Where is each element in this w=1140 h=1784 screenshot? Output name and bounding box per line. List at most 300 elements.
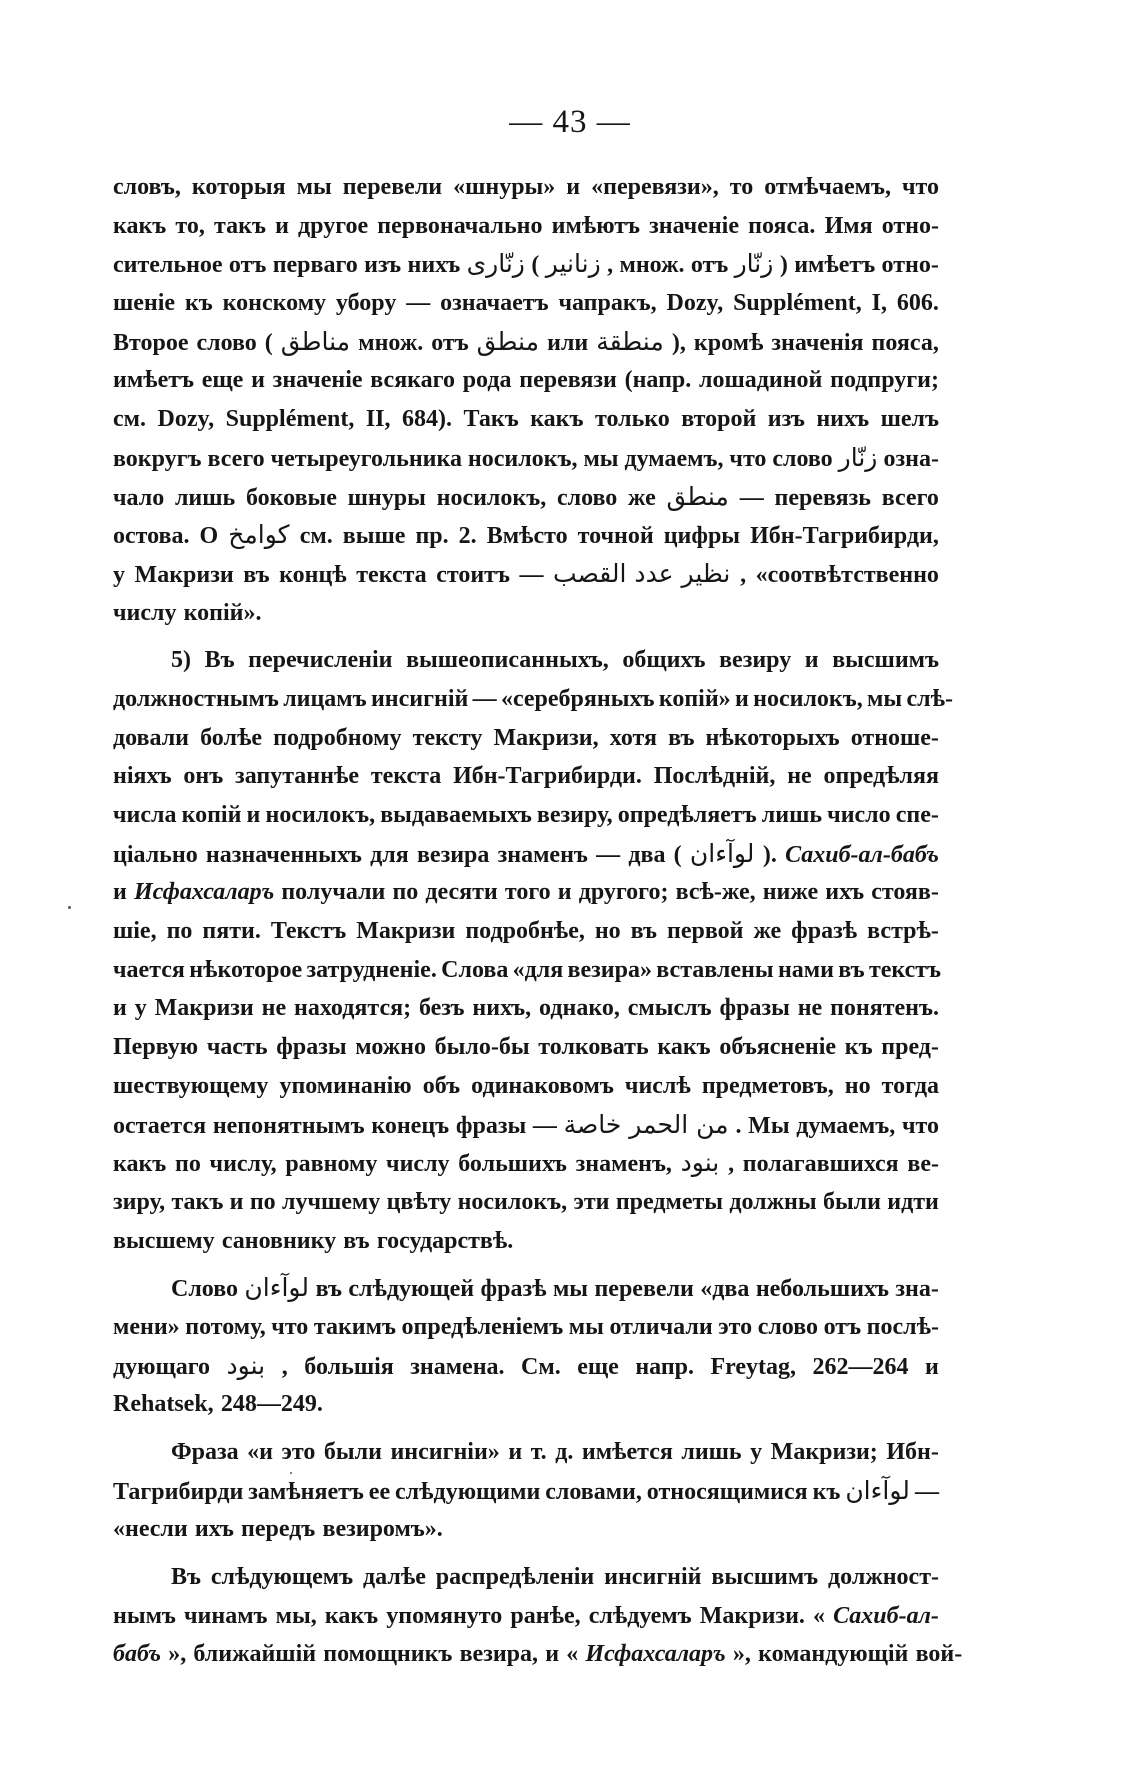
italic-term: бабъ	[113, 1641, 161, 1668]
word: —	[914, 1478, 939, 1505]
word: затрудненіе.	[306, 956, 437, 983]
text-line	[113, 168, 939, 207]
word: фразѣ	[480, 1276, 547, 1303]
word: —	[739, 484, 764, 511]
word: объясненіе	[719, 1034, 837, 1061]
word: же	[753, 918, 782, 945]
word: первой	[667, 918, 744, 945]
word: текстъ	[868, 956, 942, 983]
print-speck	[68, 906, 71, 909]
word: что	[271, 1313, 309, 1340]
word: какъ	[113, 212, 167, 239]
arabic-term: لوآءان	[244, 1273, 309, 1303]
text-line	[113, 323, 939, 362]
text-line	[113, 1635, 963, 1674]
word: одинаковомъ	[471, 1072, 614, 1099]
word: копій».	[183, 599, 262, 626]
word: второй	[681, 406, 757, 433]
text-line	[113, 1433, 939, 1472]
word: фразѣ	[791, 918, 858, 945]
text-body	[113, 168, 963, 1674]
word: ранѣе,	[510, 1602, 581, 1629]
word: —	[596, 841, 621, 868]
word: См.	[521, 1353, 561, 1380]
word: относящимися	[646, 1478, 808, 1505]
text-line	[113, 641, 939, 680]
word: отноше-	[850, 724, 939, 751]
word: конскому	[222, 290, 327, 317]
word: (	[264, 329, 273, 356]
word: «соотвѣтственно	[755, 561, 939, 588]
italic-term: Сахиб-ал-	[833, 1602, 939, 1629]
word: и	[246, 802, 261, 828]
word: лишь	[761, 802, 823, 828]
word: дующаго	[113, 1353, 211, 1380]
word: «несли	[113, 1516, 188, 1543]
word: имѣется	[581, 1439, 673, 1465]
word: Ибн-	[886, 1439, 939, 1465]
word: значеніе	[649, 212, 739, 239]
word: мени»	[113, 1313, 180, 1340]
word: идти	[887, 1188, 939, 1215]
word: имѣетъ	[794, 252, 876, 279]
word: въ	[630, 918, 658, 945]
word: равному	[285, 1151, 378, 1178]
word: и	[804, 647, 819, 674]
word: нымъ	[113, 1602, 176, 1629]
word: назначенныхъ	[205, 841, 362, 868]
word: пяти.	[202, 918, 261, 945]
word: думаемъ,	[624, 445, 724, 472]
word: озна-	[883, 445, 939, 472]
word: отъ	[228, 252, 267, 279]
word: стояв-	[871, 879, 939, 906]
text-line	[113, 207, 939, 246]
word: запутаннѣе	[235, 763, 359, 790]
word: получали	[281, 879, 386, 906]
word: Въ	[204, 647, 235, 674]
word: (	[673, 841, 682, 868]
word: значеніе	[272, 367, 363, 394]
word: всего	[207, 445, 265, 472]
word: опредѣляя	[823, 763, 939, 790]
word: сановнику	[221, 1227, 337, 1254]
word: по	[166, 918, 193, 945]
word: Макризи,	[493, 724, 599, 751]
word: было-бы	[434, 1034, 530, 1061]
word: мы,	[275, 1602, 317, 1629]
word: въ	[315, 1276, 342, 1303]
text-line	[113, 594, 939, 633]
word: II,	[365, 406, 391, 433]
word: ).	[762, 841, 777, 868]
word: онъ	[183, 763, 224, 790]
word: пр.	[415, 523, 449, 550]
word: Dozy,	[157, 406, 215, 433]
word: цифры	[663, 523, 741, 550]
arabic-term: لوآءان	[689, 838, 755, 868]
word: означаетъ	[440, 290, 549, 317]
word: какъ	[324, 1602, 379, 1629]
text-line	[113, 1472, 939, 1511]
arabic-term: زنانير	[545, 249, 601, 279]
word: Dozy,	[666, 290, 724, 317]
word: 262—264	[812, 1353, 909, 1380]
word: перевязи	[519, 367, 617, 394]
word: пояса,	[871, 329, 939, 356]
word: къ	[844, 1034, 873, 1061]
word: что	[729, 445, 767, 472]
text-line	[113, 1510, 939, 1549]
text-line	[113, 284, 939, 323]
word: носилокъ,	[265, 802, 376, 828]
word: и	[545, 1641, 560, 1668]
word: Rehatsek,	[113, 1391, 214, 1418]
word: вышеописанныхъ,	[406, 647, 609, 674]
word: ближайшій	[193, 1641, 317, 1668]
word: только	[594, 406, 670, 433]
word: которыя	[191, 174, 286, 200]
word: отъ	[431, 329, 469, 356]
word: слѣдующими	[395, 1478, 541, 1505]
word: большія	[304, 1353, 394, 1380]
italic-term: Исфахсаларъ	[133, 879, 275, 906]
word: Слово	[171, 1276, 238, 1303]
word: 2.	[458, 523, 477, 550]
word: чало	[113, 484, 165, 511]
word: ,	[728, 1151, 735, 1178]
word: опредѣленіемъ	[401, 1313, 564, 1340]
text-line	[113, 1222, 939, 1261]
word: инсигніи»	[390, 1439, 500, 1465]
word: ,	[740, 561, 747, 588]
word: всего	[881, 484, 939, 511]
word: по	[175, 1151, 201, 1178]
word: (	[531, 252, 540, 279]
word: текста	[370, 763, 442, 790]
word: еще	[577, 1353, 619, 1380]
word: объ	[422, 1072, 461, 1099]
arabic-term: من الحمر خاصة	[563, 1109, 729, 1139]
word: концѣ	[279, 561, 347, 588]
arabic-term: زنّارى	[466, 249, 525, 279]
word: такъ	[214, 212, 266, 239]
word: остова.	[113, 523, 190, 550]
word: то,	[175, 212, 205, 239]
word: нихъ	[407, 252, 461, 279]
arabic-term: نظير عدد القصب	[553, 558, 731, 588]
text-line	[113, 400, 939, 439]
word: помощникъ	[323, 1641, 453, 1668]
word: первоначально	[377, 212, 543, 239]
word: непонятнымъ	[212, 1112, 365, 1139]
word: небольшихъ	[755, 1276, 889, 1303]
word: находятся;	[294, 995, 412, 1022]
word: I,	[871, 290, 887, 317]
word: большихъ	[458, 1151, 567, 1178]
word: нѣкоторыхъ	[705, 724, 840, 751]
word: число	[827, 802, 891, 828]
word: что	[901, 1112, 939, 1139]
word: выдаваемыхъ	[380, 802, 532, 828]
word: и	[508, 1439, 523, 1465]
word: фразы	[455, 1112, 527, 1139]
word: Макризи.	[699, 1602, 805, 1629]
word: 5)	[171, 647, 191, 674]
word: не	[261, 995, 287, 1022]
word: далѣе	[363, 1564, 426, 1591]
text-line	[113, 1558, 939, 1597]
word: Макризи;	[770, 1439, 878, 1465]
word: «	[566, 1641, 579, 1668]
text-line	[113, 912, 939, 951]
word: отмѣчаемъ,	[764, 174, 891, 200]
word: ихъ	[194, 1516, 234, 1543]
word: всякаго	[370, 367, 455, 394]
word: спе-	[895, 802, 939, 828]
word: нихъ	[816, 406, 870, 433]
word: везиру,	[536, 802, 613, 828]
word: (напр.	[624, 367, 692, 394]
word: однако,	[539, 995, 620, 1022]
word: шелъ	[880, 406, 939, 433]
word: )	[779, 252, 788, 279]
arabic-term: مناطق	[280, 326, 351, 356]
word: рода	[462, 367, 512, 394]
word: напр.	[635, 1353, 694, 1380]
word: должност-	[828, 1564, 939, 1591]
word: копій	[181, 802, 242, 828]
word: шнуры	[347, 484, 426, 511]
text-line	[113, 1385, 939, 1424]
word: нихъ,	[472, 995, 532, 1022]
word: ниже	[762, 879, 819, 906]
arabic-term: بنود	[226, 1350, 266, 1380]
text-line	[113, 796, 939, 835]
word: мы	[552, 1276, 589, 1303]
word: такимъ	[313, 1313, 396, 1340]
word: ціально	[113, 841, 198, 868]
word: множ.	[619, 252, 685, 279]
word: 606.	[896, 290, 939, 317]
word: чапракъ,	[558, 290, 657, 317]
word: .	[735, 1112, 742, 1139]
word: распредѣленіи	[435, 1564, 595, 1591]
word: Такъ	[463, 406, 519, 433]
arabic-term: زنّار	[838, 442, 878, 472]
print-speck	[290, 1472, 292, 1474]
paragraph	[113, 1269, 939, 1424]
word: выше	[342, 523, 406, 550]
word: то	[729, 174, 754, 200]
word: и	[557, 879, 572, 906]
word: предметовъ,	[701, 1072, 834, 1099]
word: Слова	[441, 956, 509, 983]
word: общихъ	[622, 647, 706, 674]
word: это	[718, 1313, 753, 1340]
word: Текстъ	[270, 918, 347, 945]
text-line	[113, 873, 939, 912]
paragraph-gap	[113, 1260, 939, 1269]
word: зиру,	[113, 1188, 166, 1215]
word: и	[566, 174, 581, 200]
word: болѣе	[200, 724, 263, 751]
word: упомянуто	[386, 1602, 503, 1629]
text-line	[113, 1106, 939, 1145]
text-line	[113, 1597, 939, 1636]
word: вставлены	[656, 956, 774, 983]
word: —	[406, 290, 431, 317]
text-line	[113, 1067, 939, 1106]
word: Ибн-Тагрибирди.	[453, 763, 642, 790]
word: текста	[356, 561, 427, 588]
word: »,	[168, 1641, 187, 1668]
word: Supplément,	[225, 406, 355, 433]
word: имѣютъ	[551, 212, 641, 239]
word: Макризи	[134, 561, 234, 588]
word: везира,	[459, 1641, 539, 1668]
word: ,	[607, 252, 614, 279]
word: «серебряныхъ	[500, 685, 655, 712]
word: «перевязи»,	[591, 174, 719, 200]
word: не	[797, 995, 823, 1022]
word: смыслъ	[627, 995, 712, 1022]
word: но	[844, 1072, 871, 1099]
word: въ	[343, 1227, 370, 1254]
text-line	[113, 835, 939, 874]
word: словами,	[545, 1478, 642, 1505]
text-line	[113, 516, 939, 555]
word: т.	[530, 1439, 547, 1465]
word: ве-	[907, 1151, 939, 1178]
word: 684).	[402, 406, 452, 433]
word: и	[229, 1188, 244, 1215]
word: такъ	[171, 1188, 224, 1215]
word: еще	[201, 367, 244, 394]
word: всѣ-же,	[675, 879, 756, 906]
word: копій»	[658, 685, 731, 712]
arabic-term: منطق	[666, 481, 729, 511]
word: лошадиной	[699, 367, 823, 394]
word: и	[113, 879, 127, 906]
text-line	[113, 1028, 939, 1067]
word: Имя	[824, 212, 873, 239]
word: см.	[299, 523, 333, 550]
word: Мы	[748, 1112, 790, 1139]
word: или	[547, 329, 589, 356]
text-line	[113, 439, 939, 478]
word: слово	[196, 329, 257, 356]
arabic-term: منطقة	[596, 326, 664, 356]
word: не	[787, 763, 812, 790]
word: Первую	[113, 1034, 199, 1061]
word: шіе,	[113, 918, 157, 945]
word: въ	[668, 724, 695, 751]
text-line	[113, 1269, 939, 1308]
word: нѣкоторое	[189, 956, 303, 983]
word: Ибн-Тагрибирди,	[750, 523, 939, 550]
word: для	[370, 841, 409, 868]
word: эти	[573, 1188, 610, 1215]
word: по	[249, 1188, 276, 1215]
italic-term: Исфахсаларъ	[585, 1641, 726, 1668]
paragraph-gap	[113, 1549, 939, 1558]
word: д.	[555, 1439, 574, 1465]
word: слово	[556, 484, 618, 511]
word: хотя	[609, 724, 657, 751]
word: какъ	[530, 406, 584, 433]
word: высшимъ	[832, 647, 939, 674]
word: тексту	[412, 724, 483, 751]
word: Freytag,	[710, 1353, 797, 1380]
word: и	[251, 367, 265, 394]
text-line	[113, 245, 939, 284]
word: отъ	[690, 252, 729, 279]
word: потому,	[185, 1313, 266, 1340]
word: высшему	[113, 1227, 215, 1254]
word: нами	[777, 956, 834, 983]
word: и	[113, 995, 127, 1022]
word: перевели	[594, 1276, 694, 1303]
word: и	[925, 1353, 939, 1380]
word: отъ	[823, 1313, 862, 1340]
word: передъ	[241, 1516, 316, 1543]
word: два	[628, 841, 666, 868]
word: остается	[113, 1112, 207, 1139]
word: 248—249.	[220, 1391, 323, 1418]
word: мы	[867, 685, 903, 712]
word: тогда	[881, 1072, 939, 1099]
word: мы	[296, 174, 332, 200]
word: изъ	[767, 406, 805, 433]
paragraph	[113, 1558, 963, 1674]
word: довали	[113, 724, 190, 751]
word: мы	[583, 445, 619, 472]
word: словъ,	[113, 174, 181, 200]
word: подробному	[273, 724, 402, 751]
text-line	[113, 1308, 939, 1347]
word: Послѣдній,	[653, 763, 776, 790]
word: О	[199, 523, 219, 550]
word: были	[323, 1439, 382, 1465]
word: —	[532, 1112, 557, 1139]
paragraph-gap	[113, 1424, 939, 1433]
word: полагавшихся	[742, 1151, 899, 1178]
word: отно-	[881, 252, 939, 279]
word: Второе	[113, 329, 189, 356]
word: слѣдующей	[348, 1276, 475, 1303]
word: подробнѣе,	[465, 918, 585, 945]
word: какъ	[113, 1151, 167, 1178]
word: толковать	[538, 1034, 649, 1061]
word: опредѣляетъ	[617, 802, 757, 828]
word: инсигній	[604, 1564, 702, 1591]
word: слово	[772, 445, 833, 472]
word: имѣетъ	[113, 367, 195, 394]
word: везира	[416, 841, 490, 868]
word: подпруги;	[830, 367, 939, 394]
word: командующій	[758, 1641, 909, 1668]
arabic-term: بنود	[680, 1148, 720, 1178]
word: фразы	[276, 1034, 347, 1061]
word: —	[519, 561, 544, 588]
word: отно-	[881, 212, 939, 239]
word: —	[472, 685, 497, 712]
word: часть	[206, 1034, 268, 1061]
word: кромѣ	[693, 329, 764, 356]
word: по	[392, 879, 419, 906]
arabic-term: لوآءان	[845, 1475, 910, 1505]
